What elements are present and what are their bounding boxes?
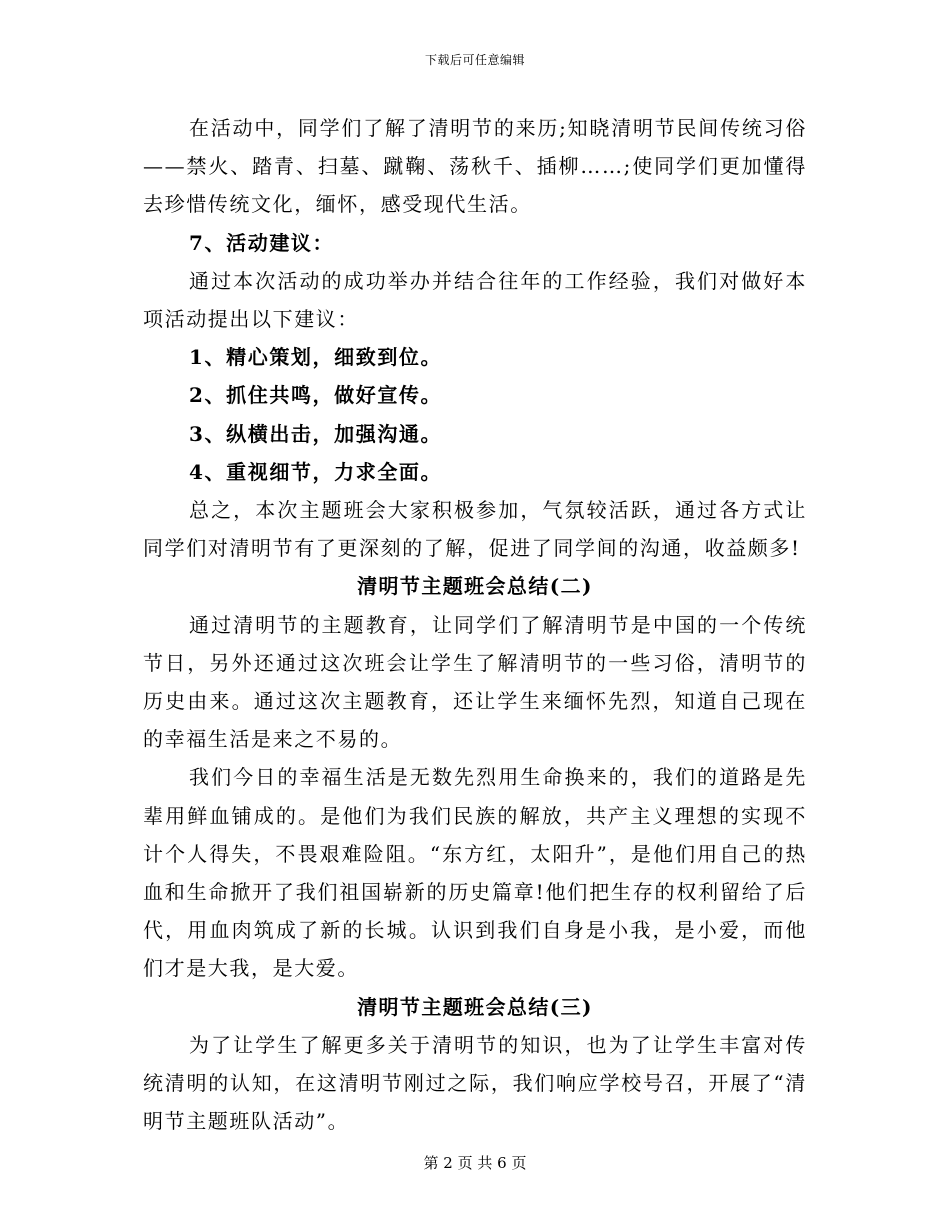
paragraph: 我们今日的幸福生活是无数先烈用生命换来的，我们的道路是先辈用鲜血铺成的。是他们为我们民族的解放，共产主义理想的实现不计个人得失，不畏艰难险阻。“东方红，太阳升”，是他们用自己的热血和生命掀开了我们祖国崭新的历史篇章!他们把生存的权利留给了后代，用血肉筑成了新的长城。认识到我们自身是小我，是小爱，而他们才是大我，是大爱。: [143, 765, 807, 981]
section-title: 清明节主题班会总结(二): [357, 574, 593, 599]
page-header: 下载后可任意编辑: [424, 53, 525, 67]
section-heading: 7、活动建议：: [189, 230, 335, 255]
paragraph: 通过本次活动的成功举办并结合往年的工作经验，我们对做好本项活动提出以下建议：: [143, 268, 807, 332]
suggestion-item: 3、纵横出击，加强沟通。: [189, 421, 443, 446]
document-body: [143, 109, 807, 1140]
suggestion-item: 4、重视细节，力求全面。: [189, 459, 443, 484]
page-number: 第 2 页 共 6 页: [423, 1154, 527, 1172]
paragraph: 在活动中，同学们了解了清明节的来历;知晓清明节民间传统习俗——禁火、踏青、扫墓、蹴鞠、荡秋千、插柳……;使同学们更加懂得去珍惜传统文化，缅怀，感受现代生活。: [143, 116, 807, 217]
paragraph: 总之，本次主题班会大家积极参加，气氛较活跃，通过各方式让同学们对清明节有了更深刻的了解，促进了同学间的沟通，收益颇多!: [143, 498, 807, 561]
section-title: 清明节主题班会总结(三): [357, 994, 593, 1019]
paragraph: 通过清明节的主题教育，让同学们了解清明节是中国的一个传统节日，另外还通过这次班会让学生了解清明节的一些习俗，清明节的历史由来。通过这次主题教育，还让学生来缅怀先烈，知道自己现在的幸福生活是来之不易的。: [143, 612, 807, 752]
suggestion-item: 2、抓住共鸣，做好宣传。: [189, 383, 443, 408]
paragraph: 为了让学生了解更多关于清明节的知识，也为了让学生丰富对传统清明的认知，在这清明节刚过之际，我们响应学校号召，开展了“清明节主题班队活动”。: [143, 1032, 807, 1134]
suggestion-item: 1、精心策划，细致到位。: [189, 345, 443, 370]
